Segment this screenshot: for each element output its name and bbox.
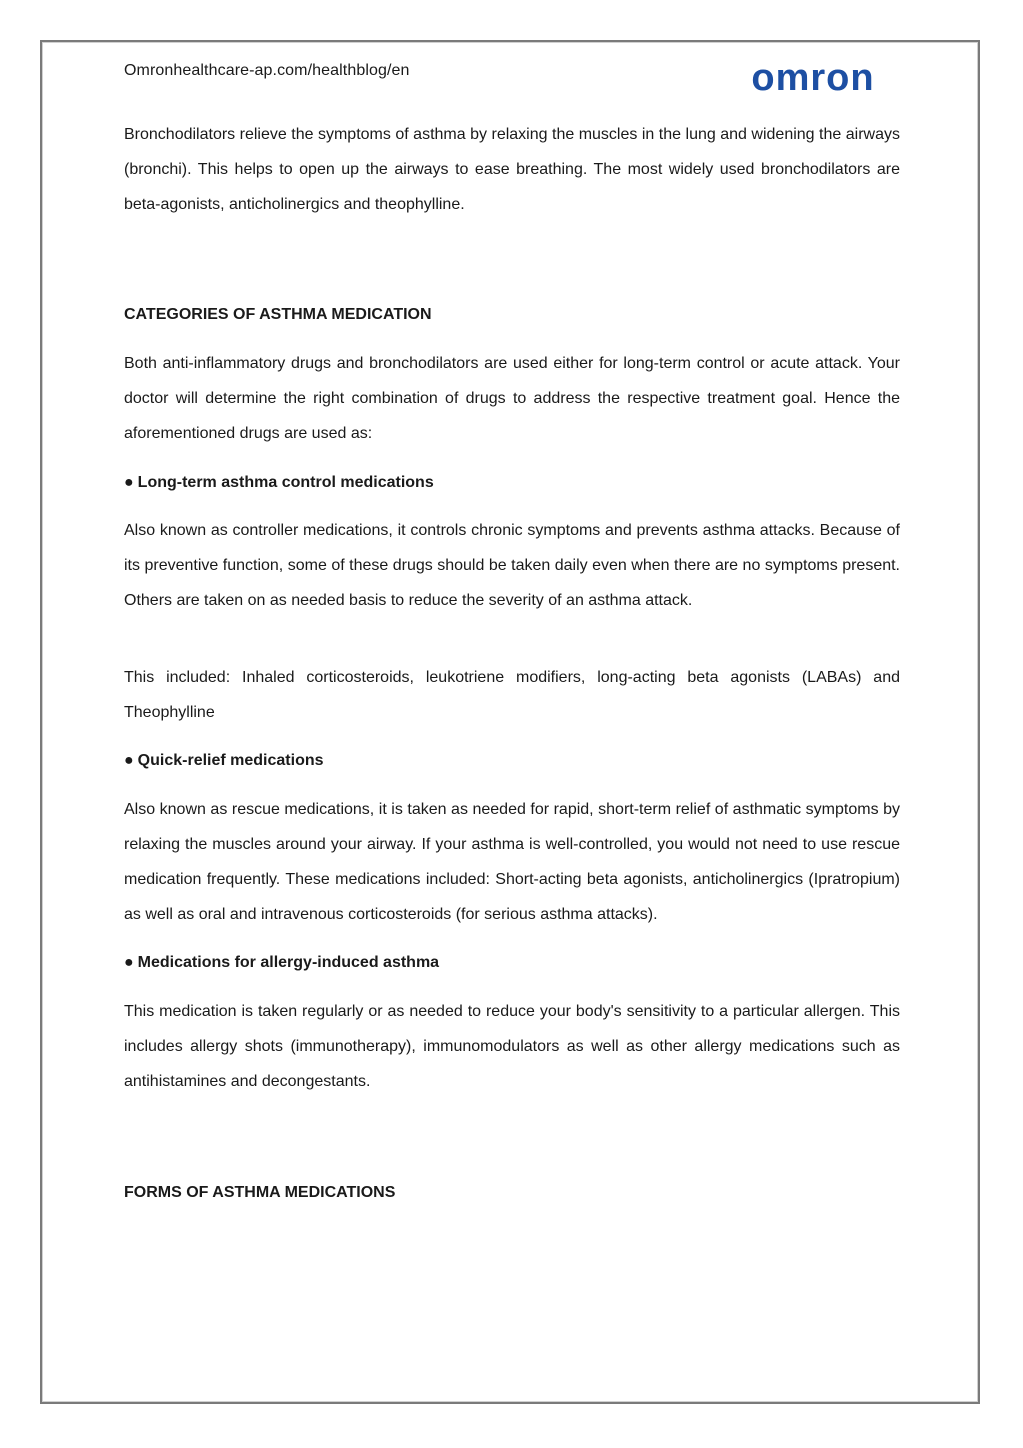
paragraph-quick-relief-body: Also known as rescue medications, it is taken as needed for rapid, short-term relief of asthmatic symptoms by relaxing the muscles around your airway. If your asthma is well-controlled, you would not need to use rescue medication frequently. These medications included: Short-acting beta agonists, anticholinergics (Ipratropium) as well as oral and intravenous corticosteroids (for serious asthma attacks). <box>124 801 900 923</box>
heading-longterm <box>124 466 900 501</box>
bullet-icon: ● <box>124 752 134 770</box>
paragraph-bronchodilators: Bronchodilators relieve the symptoms of asthma by relaxing the muscles in the lung and widening the airways (bronchi). This helps to open up the airways to ease breathing. The most widely used bronchodilators are beta-agonists, anticholinergics and theophylline. <box>124 126 900 213</box>
omron-logo <box>728 54 898 102</box>
heading-forms: FORMS OF ASTHMA MEDICATIONS <box>124 1183 396 1201</box>
heading-quick-relief <box>124 744 900 779</box>
paragraph-categories-intro: Both anti-inflammatory drugs and bronchodilators are used either for long-term control or acute attack. Your doctor will determine the right combination of drugs to address the respective treatment goal. Hence the aforementioned drugs are used as: <box>124 355 900 442</box>
heading-longterm-label: Long-term asthma control medications <box>137 473 434 491</box>
heading-allergy <box>124 946 900 981</box>
header-url: Omronhealthcare-ap.com/healthblog/en <box>124 62 410 79</box>
document-body <box>124 118 900 1210</box>
paragraph-allergy-body: This medication is taken regularly or as needed to reduce your body's sensitivity to a particular allergen. This includes allergy shots (immunotherapy), immunomodulators as well as other allergy medications such as antihistamines and decongestants. <box>124 1003 900 1090</box>
paragraph-longterm-body: Also known as controller medications, it controls chronic symptoms and prevents asthma attacks. Because of its preventive function, some of these drugs should be taken daily even when there are no symptoms present. Others are taken on as needed basis to reduce the severity of an asthma attack. <box>124 522 900 609</box>
omron-logo-text: omron <box>751 57 875 99</box>
paragraph-longterm-included: This included: Inhaled corticosteroids, leukotriene modifiers, long-acting beta agonists (LABAs) and Theophylline <box>124 668 900 721</box>
bullet-icon: ● <box>124 954 134 972</box>
heading-quick-relief-label: Quick-relief medications <box>137 752 324 770</box>
heading-allergy-label: Medications for allergy-induced asthma <box>137 954 440 972</box>
bullet-icon: ● <box>124 473 134 491</box>
heading-categories: CATEGORIES OF ASTHMA MEDICATION <box>124 306 432 324</box>
